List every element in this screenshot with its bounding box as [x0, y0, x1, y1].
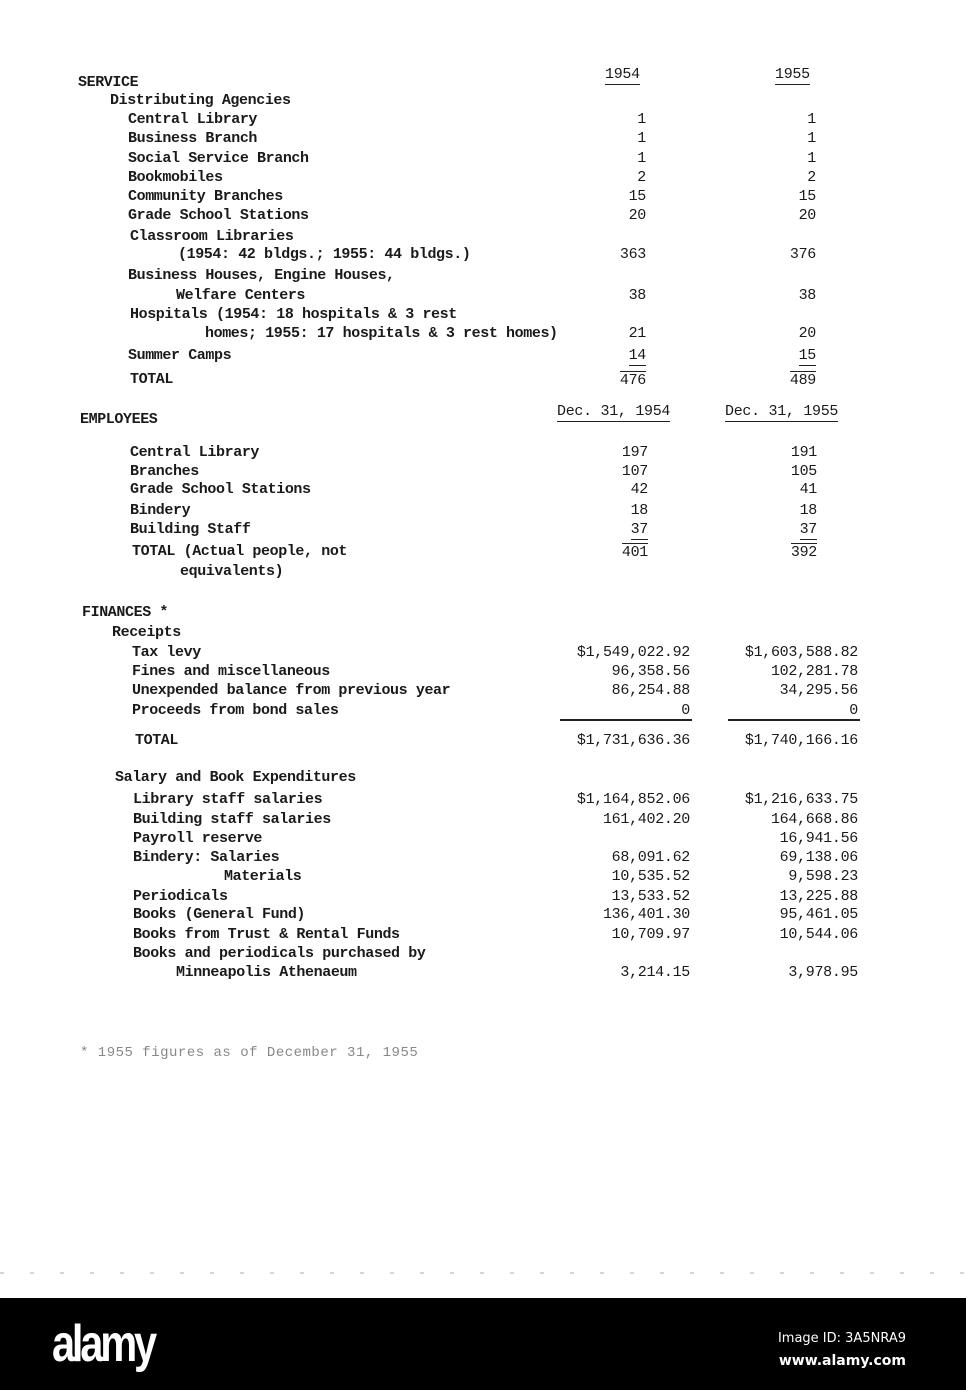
finances-value-1954: 161,402.20 [602, 811, 690, 828]
service-value-1955: 20 [798, 325, 816, 342]
employees-value-1954: 42 [630, 481, 648, 498]
receipts-rule-1954 [560, 719, 692, 721]
alamy-logo: alamy [52, 1315, 154, 1373]
finances-value-1955: 34,295.56 [779, 682, 858, 699]
finances-row-label: Tax levy [132, 644, 201, 661]
finances-value-1955: 16,941.56 [779, 830, 858, 847]
employees-value-1954: 18 [630, 502, 648, 519]
finances-row-label: TOTAL [135, 732, 179, 749]
finances-row-label: Bindery: Salaries [133, 849, 280, 866]
service-value-1955: 1 [807, 111, 816, 128]
service-value-1955: 15 [798, 347, 816, 364]
employees-row-label: TOTAL (Actual people, not [132, 543, 348, 560]
service-row-label: TOTAL [130, 371, 174, 388]
service-value-1954: 21 [628, 325, 646, 342]
service-row-label: (1954: 42 bldgs.; 1955: 44 bldgs.) [178, 246, 471, 263]
service-value-1954: 1 [637, 111, 646, 128]
finances-row-label: Books (General Fund) [133, 906, 306, 923]
finances-value-1954: $1,164,852.06 [576, 791, 690, 808]
finances-value-1955: 3,978.95 [788, 964, 858, 981]
finances-value-1955: 95,461.05 [779, 906, 858, 923]
finances-value-1955: 13,225.88 [779, 888, 858, 905]
finances-value-1954: 0 [681, 702, 690, 719]
finances-row-label: Minneapolis Athenaeum [176, 964, 357, 981]
employees-value-1954: 107 [621, 463, 648, 480]
finances-value-1954: 96,358.56 [611, 663, 690, 680]
footnote: * 1955 figures as of December 31, 1955 [80, 1045, 419, 1061]
finances-row-label: Building staff salaries [133, 811, 331, 828]
finances-value-1954: 68,091.62 [611, 849, 690, 866]
finances-row-label: Library staff salaries [133, 791, 323, 808]
finances-row-label: Proceeds from bond sales [132, 702, 339, 719]
service-row-label: Classroom Libraries [130, 228, 294, 245]
finances-value-1955: $1,603,588.82 [744, 644, 858, 661]
service-value-1954: 14 [628, 347, 646, 364]
employees-value-1954: 37 [630, 521, 648, 538]
finances-value-1954: $1,549,022.92 [576, 644, 690, 661]
employees-row-label: Branches [130, 463, 199, 480]
employees-value-1955: 18 [799, 502, 817, 519]
service-value-1954: 476 [619, 372, 646, 389]
finances-row-label: Payroll reserve [133, 830, 263, 847]
employees-value-1954: 401 [621, 544, 648, 561]
watermark-bar [0, 1298, 966, 1390]
service-value-1954: 38 [628, 287, 646, 304]
service-value-1954: 20 [628, 207, 646, 224]
service-value-1955: 2 [807, 169, 816, 186]
finances-row-label: Fines and miscellaneous [132, 663, 330, 680]
finances-value-1954: 13,533.52 [611, 888, 690, 905]
service-row-label: Hospitals (1954: 18 hospitals & 3 rest [130, 306, 457, 323]
finances-value-1954: 3,214.15 [620, 964, 690, 981]
service-value-1954: 1 [637, 150, 646, 167]
service-value-1954: 15 [628, 188, 646, 205]
watermark-url: www.alamy.com [778, 1353, 906, 1369]
employees-row-label: Grade School Stations [130, 481, 311, 498]
service-value-1954: 2 [637, 169, 646, 186]
finances-row-label: Periodicals [133, 888, 228, 905]
service-value-1954: 1 [637, 130, 646, 147]
employees-value-1955: 392 [790, 544, 817, 561]
finances-row-label: Unexpended balance from previous year [132, 682, 451, 699]
employees-row-label: Building Staff [130, 521, 251, 538]
service-row-label: Community Branches [128, 188, 283, 205]
service-row-label: Welfare Centers [176, 287, 306, 304]
finances-heading: FINANCES * [82, 604, 169, 621]
finances-value-1955: 102,281.78 [770, 663, 858, 680]
service-heading: SERVICE [78, 74, 139, 91]
finances-value-1954: 136,401.30 [602, 906, 690, 923]
service-row-label: Summer Camps [128, 347, 232, 364]
employees-row-label: Bindery [130, 502, 191, 519]
service-row-label: Distributing Agencies [110, 92, 291, 109]
employees-value-1955: 191 [790, 444, 817, 461]
finances-value-1955: 10,544.06 [779, 926, 858, 943]
service-row-label: homes; 1955: 17 hospitals & 3 rest homes) [205, 325, 558, 342]
employees-heading: EMPLOYEES [80, 411, 158, 428]
finances-row-label: Books from Trust & Rental Funds [133, 926, 400, 943]
service-value-1955: 15 [798, 188, 816, 205]
finances-value-1955: 9,598.23 [788, 868, 858, 885]
service-row-label: Social Service Branch [128, 150, 309, 167]
finances-value-1954: 10,535.52 [611, 868, 690, 885]
finances-row-label: Materials [224, 868, 302, 885]
service-row-label: Central Library [128, 111, 258, 128]
service-value-1955: 376 [789, 246, 816, 263]
finances-value-1955: 69,138.06 [779, 849, 858, 866]
finances-value-1954: 86,254.88 [611, 682, 690, 699]
employees-row-label: Central Library [130, 444, 260, 461]
service-value-1955: 20 [798, 207, 816, 224]
employees-value-1955: 105 [790, 463, 817, 480]
receipts-rule-1955 [728, 719, 860, 721]
finances-value-1955: $1,740,166.16 [744, 732, 858, 749]
finances-value-1955: $1,216,633.75 [744, 791, 858, 808]
employees-value-1954: 197 [621, 444, 648, 461]
finances-row-label: Books and periodicals purchased by [133, 945, 426, 962]
employees-value-1955: 41 [799, 481, 817, 498]
employees-col-1955: Dec. 31, 1955 [725, 403, 839, 420]
service-row-label: Business Branch [128, 130, 258, 147]
service-col-1954: 1954 [605, 66, 640, 83]
scan-specks [0, 1272, 966, 1274]
service-value-1955: 38 [798, 287, 816, 304]
employees-row-label: equivalents) [180, 563, 284, 580]
finances-row-label: Salary and Book Expenditures [115, 769, 356, 786]
service-value-1955: 1 [807, 130, 816, 147]
employees-col-1954: Dec. 31, 1954 [557, 403, 671, 420]
finances-value-1955: 0 [849, 702, 858, 719]
finances-value-1954: 10,709.97 [611, 926, 690, 943]
image-id: Image ID: 3A5NRA9 [777, 1331, 906, 1346]
service-value-1955: 1 [807, 150, 816, 167]
service-value-1954: 363 [619, 246, 646, 263]
service-col-1955: 1955 [775, 66, 810, 83]
service-value-1955: 489 [789, 372, 816, 389]
finances-row-label: Receipts [112, 624, 181, 641]
service-row-label: Business Houses, Engine Houses, [128, 267, 395, 284]
service-row-label: Grade School Stations [128, 207, 309, 224]
employees-value-1955: 37 [799, 521, 817, 538]
finances-value-1954: $1,731,636.36 [576, 732, 690, 749]
service-row-label: Bookmobiles [128, 169, 223, 186]
finances-value-1955: 164,668.86 [770, 811, 858, 828]
